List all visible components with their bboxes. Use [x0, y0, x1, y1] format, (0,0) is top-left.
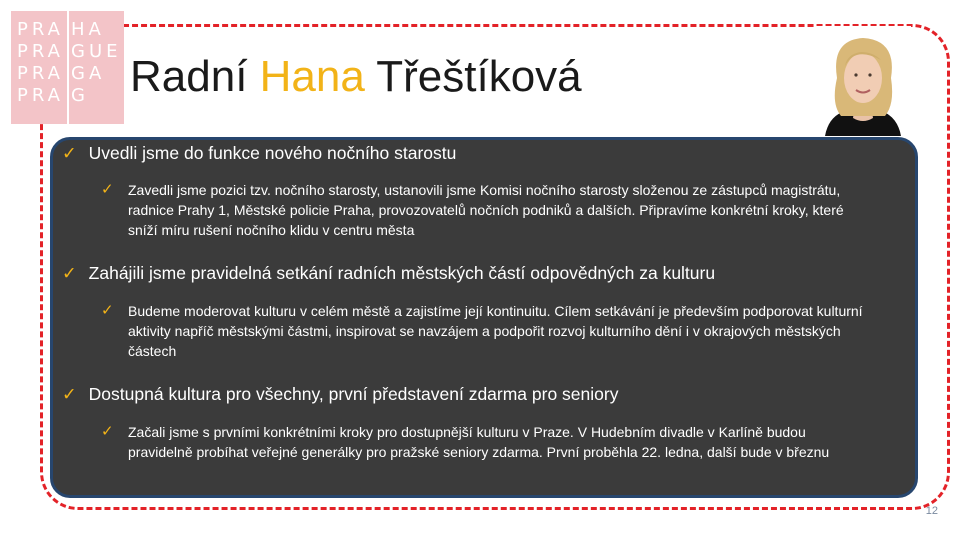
check-icon: ✓: [101, 302, 114, 319]
logo-text: HA: [71, 18, 105, 40]
bullet-heading: [62, 384, 618, 405]
logo-text: PRA: [17, 62, 64, 84]
bullet-detail: [101, 180, 871, 240]
check-icon: ✓: [62, 384, 77, 404]
logo-text: G: [71, 84, 89, 106]
check-icon: ✓: [62, 143, 77, 163]
logo-text: PRA: [17, 84, 64, 106]
bullet-heading-text: Zahájili jsme pravidelná setkání radních městských částí odpovědných za kulturu: [88, 263, 716, 283]
bullet-detail: [101, 301, 871, 361]
praha-logo: [11, 11, 124, 124]
check-icon: ✓: [101, 181, 114, 198]
page-number: 12: [925, 505, 938, 517]
portrait-photo: [815, 26, 911, 136]
title-highlight: Hana: [259, 52, 365, 101]
logo-text: GA: [71, 62, 106, 84]
bullet-heading: [62, 263, 715, 284]
bullet-heading: [62, 143, 456, 164]
bullet-detail-text: Budeme moderovat kulturu v celém městě a zajistíme její kontinuitu. Cílem setkávání je především podporovat kulturní aktivity napříč městskými částmi, inspirovat se navzájem a podpořit rozvoj kulturního dění i v okrajových městských částech: [128, 303, 863, 359]
bullet-detail-text: Zavedli jsme pozici tzv. nočního starosty, ustanovili jsme Komisi nočního starosty složenou ze zástupců magistrátu, radnice Prahy 1, Městské policie Praha, provozovatelů nočních podniků a dalších. Připravíme konkrétní kroky, které sníží míru rušení nočního klidu v centru města: [128, 182, 844, 238]
bullet-heading-text: Uvedli jsme do funkce nového nočního starostu: [88, 143, 457, 163]
bullet-detail-text: Začali jsme s prvními konkrétními kroky pro dostupnější kulturu v Praze. V Hudebním divadle v Karlíně budou pravidelně probíhat veřejné generálky pro pražské seniory zdarma. První proběhla 22. ledna, další bude v březnu: [128, 424, 830, 460]
bullet-detail: [101, 422, 871, 462]
check-icon: ✓: [62, 263, 77, 283]
logo-text: PRA: [17, 40, 64, 62]
title-suffix: Třeštíková: [364, 52, 582, 101]
check-icon: ✓: [101, 423, 114, 440]
logo-text: PRA: [17, 18, 64, 40]
bullet-heading-text: Dostupná kultura pro všechny, první představení zdarma pro seniory: [88, 384, 619, 404]
logo-text: GUE: [71, 40, 122, 62]
title-prefix: Radní: [130, 52, 260, 101]
slide-title: [130, 52, 582, 102]
